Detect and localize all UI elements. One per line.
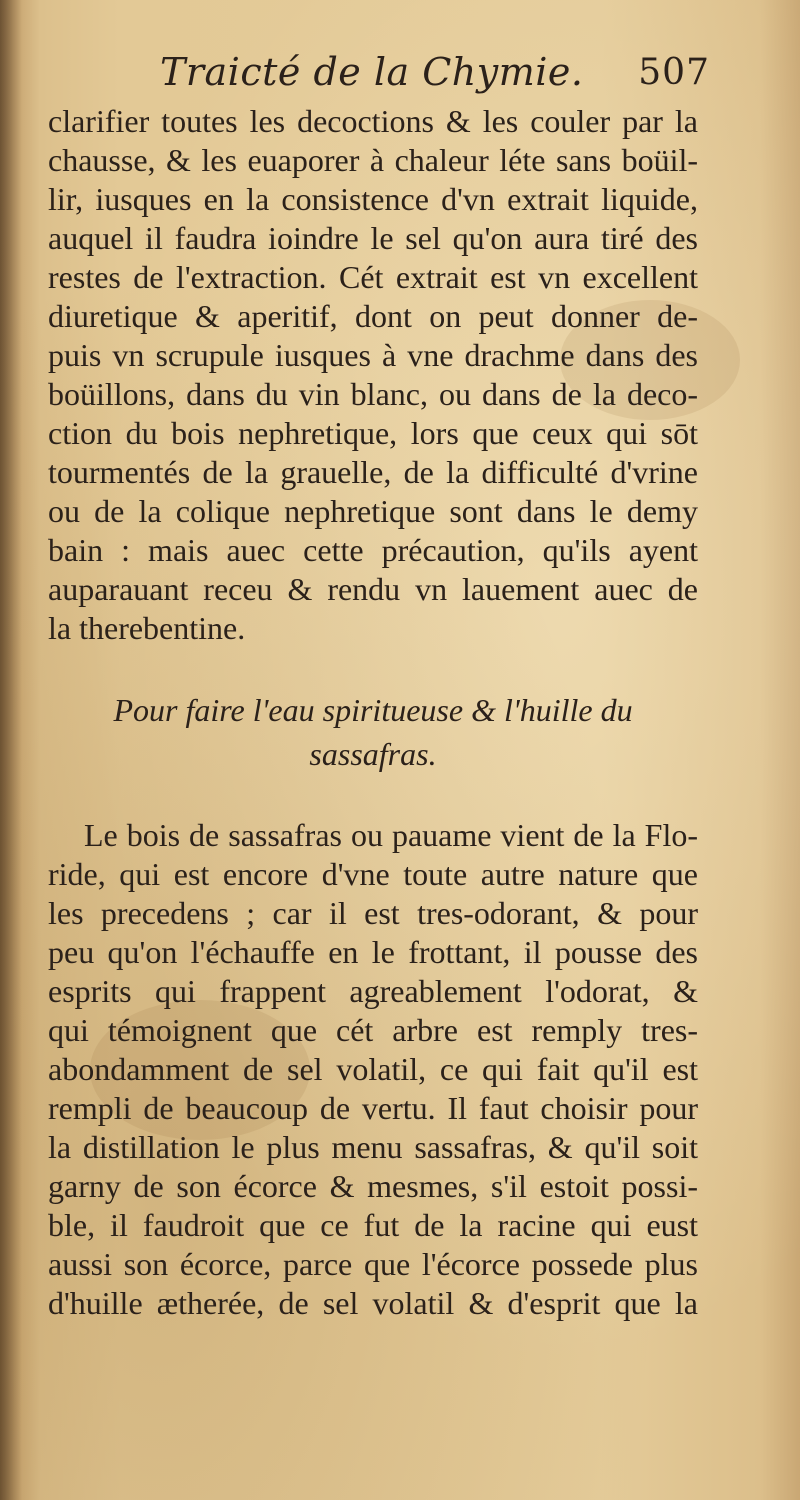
paragraph-1: [48, 102, 698, 648]
heading-line: sassafras.: [309, 736, 437, 772]
text-line: ble, il faudroit que ce fut de la racine qui eust: [48, 1207, 698, 1243]
text-line: tourmentés de la grauelle, de la difficulté d'vrine: [48, 454, 698, 490]
text-line: clarifier toutes les decoctions & les couler par la: [48, 103, 698, 139]
text-line: ou de la colique nephretique sont dans le demy: [48, 493, 698, 529]
text-line: lir, iusques en la consistence d'vn extrait liquide,: [48, 181, 698, 217]
text-line: garny de son écorce & mesmes, s'il estoit possi-: [48, 1168, 698, 1204]
text-line: chausse, & les euaporer à chaleur léte sans boüil-: [48, 142, 698, 178]
heading-line: Pour faire l'eau spiritueuse & l'huille du: [113, 692, 633, 728]
text-line: auquel il faudra ioindre le sel qu'on aura tiré des: [48, 220, 698, 256]
text-line: puis vn scrupule iusques à vne drachme dans des: [48, 337, 698, 373]
paragraph-2: [48, 816, 698, 1323]
text-line: les precedens ; car il est tres-odorant, & pour: [48, 895, 698, 931]
text-line: boüillons, dans du vin blanc, ou dans de la deco-: [48, 376, 698, 412]
text-line: aussi son écorce, parce que l'écorce possede plus: [48, 1246, 698, 1282]
text-line: diuretique & aperitif, dont on peut donner de-: [48, 298, 698, 334]
running-title: Traicté de la Chymie.: [160, 50, 584, 94]
section-heading: [48, 688, 698, 776]
page-header: [160, 50, 720, 110]
text-line: ction du bois nephretique, lors que ceux qui sōt: [48, 415, 698, 451]
text-line: restes de l'extraction. Cét extrait est vn excellent: [48, 259, 698, 295]
text-line: d'huille ætherée, de sel volatil & d'esprit que la: [48, 1285, 698, 1321]
text-line: la therebentine.: [48, 610, 246, 646]
text-line: Le bois de sassafras ou pauame vient de la Flo-: [84, 817, 698, 853]
text-line: esprits qui frappent agreablement l'odorat, &: [48, 973, 698, 1009]
text-line: qui témoignent que cét arbre est remply tres-: [48, 1012, 698, 1048]
text-line: abondamment de sel volatil, ce qui fait qu'il est: [48, 1051, 698, 1087]
text-line: ride, qui est encore d'vne toute autre nature que: [48, 856, 698, 892]
text-line: auparauant receu & rendu vn lauement auec de: [48, 571, 698, 607]
text-line: peu qu'on l'échauffe en le frottant, il pousse des: [48, 934, 698, 970]
page-number: 507: [638, 52, 710, 93]
text-line: rempli de beaucoup de vertu. Il faut choisir pour: [48, 1090, 698, 1126]
text-line: la distillation le plus menu sassafras, & qu'il soit: [48, 1129, 698, 1165]
text-line: bain : mais auec cette précaution, qu'ils ayent: [48, 532, 698, 568]
gutter-shadow: [0, 0, 22, 1500]
